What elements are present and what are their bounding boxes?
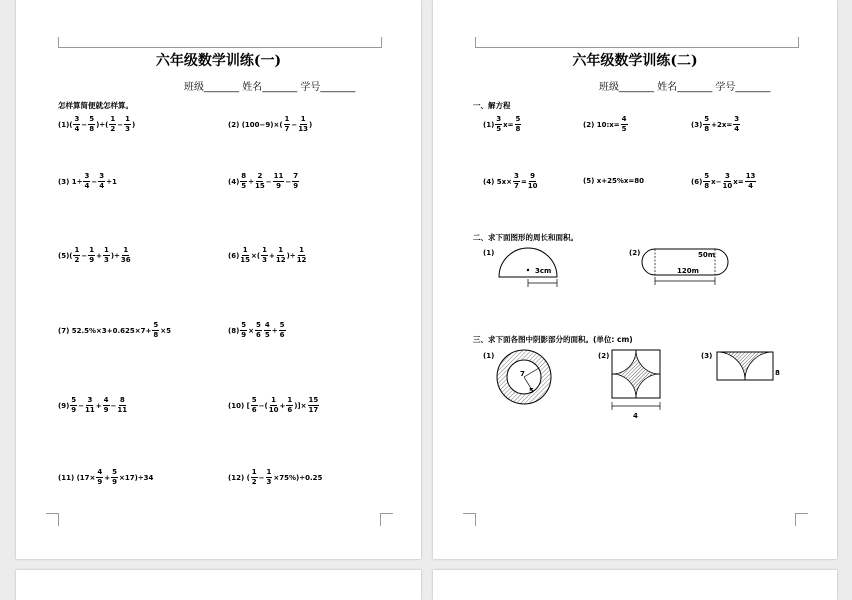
- equation-3: (3) $\frac{5}{8}$ +2x= $\frac{3}{4}$: [691, 115, 740, 133]
- problem-8: (8) $\frac{5}{9}$ × $\frac{5}{6}$ $\frac{4}{5}$ ÷ $\frac{5}{6}$: [228, 321, 285, 339]
- margin-corner: [380, 513, 393, 526]
- problem-2: (2) (100−9)×( $\frac{1}{7}$ − $\frac{1}{13}$ ): [228, 115, 313, 133]
- figure-label: (1): [483, 249, 495, 257]
- section-heading: 三、求下面各图中阴影部分的面积。(单位: cm): [473, 335, 633, 344]
- figure-label: (3): [701, 352, 713, 360]
- problem-3: (3) 1÷ $\frac{3}{4}$ − $\frac{3}{4}$ ÷1: [58, 172, 117, 190]
- svg-text:50m: 50m: [698, 251, 716, 259]
- equation-2: (2) 10:x= $\frac{4}{5}$: [583, 115, 627, 133]
- problem-1: (1) ( $\frac{3}{4}$ − $\frac{5}{8}$ )÷( $\frac{1}{2}$ − $\frac{1}{3}$ ): [58, 115, 136, 133]
- student-info: 班级_______ 姓名_______ 学号_______: [599, 82, 771, 93]
- semicircle-figure: [493, 248, 563, 293]
- ring-figure: [495, 348, 555, 408]
- problem-11: (11) (17× $\frac{4}{9}$ + $\frac{5}{9}$ ×17)÷34: [58, 468, 154, 486]
- svg-text:120m: 120m: [677, 267, 699, 275]
- svg-text:3cm: 3cm: [535, 267, 552, 275]
- worksheet-page-1: [16, 0, 421, 559]
- margin-corner: [463, 513, 476, 526]
- worksheet-page-2: [433, 0, 837, 559]
- equation-4: (4) 5x× $\frac{3}{7}$ = $\frac{9}{10}$: [483, 172, 538, 190]
- header-rule: [475, 37, 799, 48]
- section-heading: 怎样算简便就怎样算。: [58, 101, 133, 110]
- margin-corner: [46, 513, 59, 526]
- stadium-figure: [641, 247, 731, 291]
- equation-1: (1) $\frac{3}{5}$ x= $\frac{5}{8}$: [483, 115, 521, 133]
- problem-9: (9) $\frac{5}{9}$ − $\frac{3}{11}$ + $\frac{4}{9}$ − $\frac{8}{11}$: [58, 396, 128, 414]
- figure-label: (2): [598, 352, 610, 360]
- problem-4: (4) $\frac{8}{5}$ ÷ $\frac{2}{15}$ − $\frac{11}{9}$ − $\frac{7}{9}$: [228, 172, 299, 190]
- svg-text:5: 5: [529, 387, 534, 395]
- quarter-circle-square-figure: [610, 348, 665, 423]
- equation-6: (6) $\frac{5}{8}$ x− $\frac{3}{10}$ x= $\frac{13}{4}$: [691, 172, 756, 190]
- svg-text:8: 8: [775, 369, 780, 377]
- page-title: 六年级数学训练(一): [155, 53, 282, 69]
- section-heading: 二、求下面图形的周长和面积。: [473, 233, 578, 242]
- figure-label: (2): [629, 249, 641, 257]
- section-heading: 一、解方程: [473, 101, 511, 110]
- problem-6: (6) $\frac{1}{15}$ ×( $\frac{1}{3}$ + $\frac{1}{12}$ )÷ $\frac{1}{12}$: [228, 246, 307, 264]
- margin-corner: [795, 513, 808, 526]
- problem-5: (5)( $\frac{1}{2}$ − $\frac{1}{9}$ + $\frac{1}{3}$ )÷ $\frac{1}{36}$: [58, 246, 131, 264]
- worksheet-page-4: [433, 570, 837, 600]
- problem-10: (10) [ $\frac{5}{6}$ −( $\frac{1}{10}$ + $\frac{1}{6}$ )]× $\frac{15}{17}$: [228, 396, 319, 414]
- problem-12: (12) ( $\frac{1}{2}$ − $\frac{1}{3}$ ×75%)÷0.25: [228, 468, 323, 486]
- header-rule: [58, 37, 382, 48]
- problem-7: (7) 52.5%×3+0.625×7+ $\frac{5}{8}$ ×5: [58, 321, 171, 339]
- svg-text:4: 4: [633, 412, 638, 420]
- worksheet-page-3: [16, 570, 421, 600]
- equation-5: (5) x+25%x=80: [583, 177, 644, 185]
- student-info: 班级_______ 姓名_______ 学号_______: [184, 82, 356, 93]
- figure-label: (1): [483, 352, 495, 360]
- page-title: 六年级数学训练(二): [572, 53, 698, 69]
- svg-text:7: 7: [520, 370, 525, 378]
- rectangle-arc-figure: [715, 350, 785, 386]
